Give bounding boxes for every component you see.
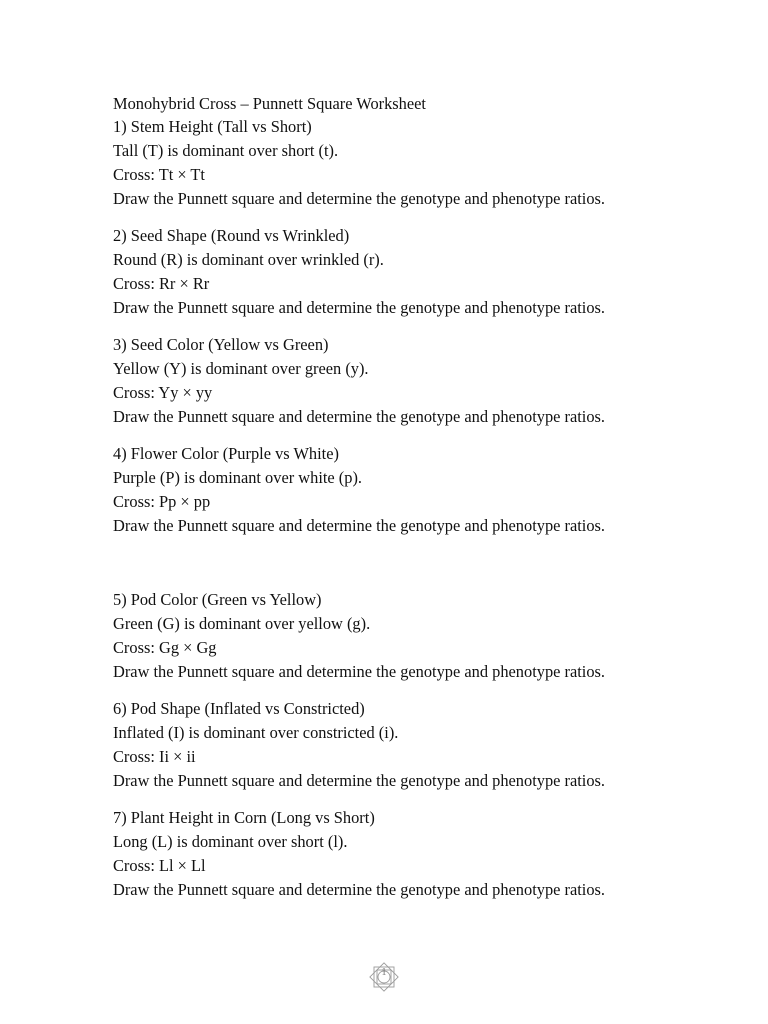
problem-heading: 1) Stem Height (Tall vs Short): [113, 117, 312, 136]
problem-5: [113, 588, 733, 684]
cross-statement: Cross: Gg × Gg: [113, 638, 217, 657]
problem-instruction: Draw the Punnett square and determine the genotype and phenotype ratios.: [113, 516, 606, 535]
problem-heading: 6) Pod Shape (Inflated vs Constricted): [113, 699, 365, 718]
page-number: 1: [381, 967, 387, 978]
problem-6: [113, 697, 733, 793]
dominance-statement: Inflated (I) is dominant over constricted (i).: [113, 723, 399, 742]
cross-statement: Cross: Pp × pp: [113, 492, 211, 511]
problem-heading: 7) Plant Height in Corn (Long vs Short): [113, 808, 375, 827]
cross-statement: Cross: Yy × yy: [113, 383, 213, 402]
cross-statement: Cross: Ii × ii: [113, 747, 196, 766]
cross-statement: Cross: Ll × Ll: [113, 856, 206, 875]
cross-statement: Cross: Tt × Tt: [113, 165, 205, 184]
problem-4: [113, 442, 733, 538]
problem-instruction: Draw the Punnett square and determine the genotype and phenotype ratios.: [113, 662, 606, 681]
dominance-statement: Round (R) is dominant over wrinkled (r).: [113, 250, 384, 269]
problem-7: [113, 806, 733, 902]
problem-heading: 3) Seed Color (Yellow vs Green): [113, 335, 329, 354]
dominance-statement: Green (G) is dominant over yellow (g).: [113, 614, 371, 633]
cross-statement: Cross: Rr × Rr: [113, 274, 210, 293]
problem-heading: 2) Seed Shape (Round vs Wrinkled): [113, 226, 350, 245]
problem-3: [113, 333, 733, 429]
problem-heading: 4) Flower Color (Purple vs White): [113, 444, 339, 463]
problem-instruction: Draw the Punnett square and determine the genotype and phenotype ratios.: [113, 771, 606, 790]
dominance-statement: Tall (T) is dominant over short (t).: [113, 141, 339, 160]
problem-instruction: Draw the Punnett square and determine the genotype and phenotype ratios.: [113, 880, 606, 899]
dominance-statement: Yellow (Y) is dominant over green (y).: [113, 359, 369, 378]
problem-instruction: Draw the Punnett square and determine the genotype and phenotype ratios.: [113, 189, 606, 208]
dominance-statement: Long (L) is dominant over short (l).: [113, 832, 348, 851]
problem-1: [113, 115, 733, 211]
problem-2: [113, 224, 733, 320]
problem-instruction: Draw the Punnett square and determine the genotype and phenotype ratios.: [113, 407, 606, 426]
worksheet-body: [113, 93, 733, 902]
dominance-statement: Purple (P) is dominant over white (p).: [113, 468, 363, 487]
problem-heading: 5) Pod Color (Green vs Yellow): [113, 590, 322, 609]
problem-instruction: Draw the Punnett square and determine the genotype and phenotype ratios.: [113, 298, 606, 317]
worksheet-title: Monohybrid Cross – Punnett Square Worksheet: [113, 94, 426, 113]
